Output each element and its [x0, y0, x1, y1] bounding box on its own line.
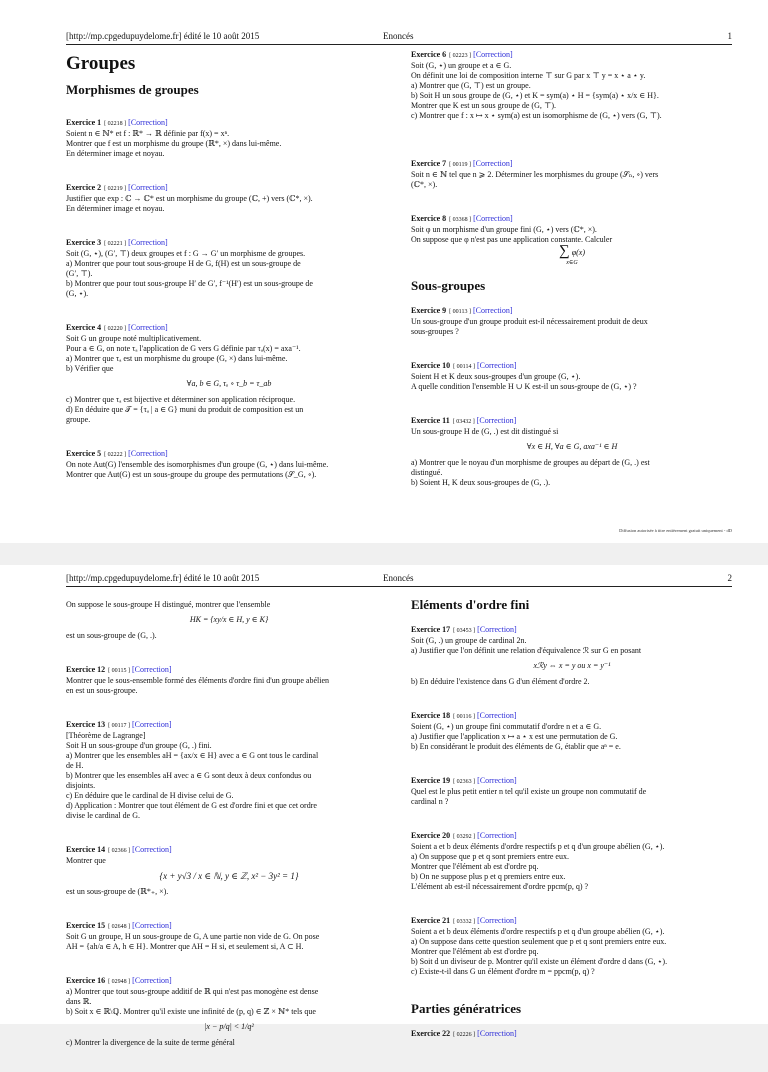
exercise-number: [ 02220 ]	[104, 326, 127, 332]
document-page-2	[0, 565, 768, 1047]
exercise-text: On note Aut(G) l'ensemble des isomorphismes d'un groupe (G, ⋆) dans lui-même.	[66, 460, 329, 469]
exercise-text: b) Montrer que pour tout sous-groupe H′ de G′, f⁻¹(H′) est un sous-groupe de	[66, 279, 313, 288]
exercise-text: b) Montrer que les ensembles aH avec a ∈ G sont deux à deux confondus ou	[66, 771, 312, 780]
exercise-number: [ 00116 ]	[453, 714, 475, 720]
exercise-5	[66, 449, 392, 480]
display-formula: {x + y√3 / x ∈ ℕ, y ∈ ℤ, x² − 3y² = 1}	[159, 871, 299, 881]
exercise-13	[66, 720, 392, 821]
exercise-text: Soient H et K deux sous-groupes d'un groupe (G, ⋆).	[411, 372, 581, 381]
exercise-text: c) Montrer que f : x ↦ x ⋆ sym(a) est un isomorphisme de (G, ⋆) vers (G, ⊤).	[411, 111, 662, 120]
exercise-number: [ 02948 ]	[108, 979, 131, 985]
exercise-text: (G, ⋆).	[66, 289, 89, 298]
exercise-15	[66, 921, 392, 952]
exercise-text: Soit (G, ⋆), (G′, ⊤) deux groupes et f : G → G′ un morphisme de groupes.	[66, 249, 306, 258]
exercise-label: Exercice 3	[66, 238, 102, 247]
exercise-text: divise le cardinal de G.	[66, 811, 140, 820]
exercise-label: Exercice 13	[66, 720, 106, 729]
display-formula: |x − p/q| < 1/q²	[204, 1022, 254, 1031]
exercise-text: b) Vérifier que	[66, 364, 114, 373]
exercise-number: [ 00115 ]	[108, 668, 130, 674]
correction-link[interactable]: [Correction]	[128, 118, 168, 127]
page-number: 1	[727, 31, 732, 41]
exercise-text: b) Soit x ∈ ℝ\ℚ. Montrer qu'il existe une infinité de (p, q) ∈ ℤ × ℕ* tels que	[66, 1007, 316, 1016]
exercise-text: Soit G un groupe, H un sous-groupe de G, A une partie non vide de G. On pose	[66, 932, 320, 941]
exercise-text: c) Existe-t-il dans G un élément d'ordre m = ppcm(p, q) ?	[411, 967, 595, 976]
header-url-date: [http://mp.cpgedupuydelome.fr] édité le 10 août 2015	[66, 573, 260, 583]
exercise-11-continued	[66, 600, 392, 641]
header-rule	[66, 44, 732, 45]
exercise-text: Soient a et b deux éléments d'ordre respectifs p et q d'un groupe abélien (G, ⋆).	[411, 927, 665, 936]
document-title: Groupes	[66, 53, 136, 74]
sum-symbol: ∑	[558, 243, 570, 259]
exercise-text: Soit G un groupe noté multiplicativement.	[66, 334, 202, 343]
exercise-text: Quel est le plus petit entier n tel qu'il existe un groupe non commutatif de	[411, 787, 647, 796]
exercise-text: b) Soit d un diviseur de p. Montrer qu'il existe un élément d'ordre d dans (G, ⋆).	[411, 957, 668, 966]
exercise-text: [Théorème de Lagrange]	[66, 731, 146, 740]
exercise-text: c) Montrer que τₐ est bijective et déterminer son application réciproque.	[66, 395, 296, 404]
exercise-text: On définit une loi de composition interne ⊤ sur G par x ⊤ y = x ⋆ a ⋆ y.	[411, 71, 646, 80]
exercise-text: b) Soit H un sous groupe de (G, ⋆) et K = sym(a) ⋆ H = {sym(a) ⋆ x/x ∈ H}.	[411, 91, 659, 100]
exercise-number: [ 02648 ]	[108, 924, 131, 930]
exercise-label: Exercice 19	[411, 776, 451, 785]
exercise-text: Soient a et b deux éléments d'ordre respectifs p et q d'un groupe abélien (G, ⋆).	[411, 842, 665, 851]
exercise-label: Exercice 2	[66, 183, 102, 192]
exercise-text: En déterminer image et noyau.	[66, 204, 165, 213]
correction-link[interactable]: [Correction]	[477, 831, 517, 840]
exercise-label: Exercice 4	[66, 323, 102, 332]
exercise-text: Montrer que le sous-ensemble formé des éléments d'ordre fini d'un groupe abélien	[66, 676, 330, 685]
exercise-21	[411, 916, 733, 977]
exercise-label: Exercice 14	[66, 845, 106, 854]
exercise-text: disjoints.	[66, 781, 96, 790]
exercise-label: Exercice 17	[411, 625, 451, 634]
exercise-label: Exercice 5	[66, 449, 102, 458]
display-formula: ∀x ∈ H, ∀a ∈ G, axa⁻¹ ∈ H	[526, 442, 618, 451]
exercise-text: En déterminer image et noyau.	[66, 149, 165, 158]
exercise-label: Exercice 15	[66, 921, 106, 930]
exercise-label: Exercice 18	[411, 711, 451, 720]
exercise-text: a) Montrer que le noyau d'un morphisme de groupes au départ de (G, .) est	[411, 458, 650, 467]
exercise-text: Soit H un sous-groupe d'un groupe (G, .) fini.	[66, 741, 212, 750]
exercise-16	[66, 976, 392, 1048]
exercise-text: Soit (G, .) un groupe de cardinal 2n.	[411, 636, 527, 645]
exercise-text: a) Montrer que tout sous-groupe additif de ℝ qui n'est pas monogène est dense	[66, 987, 319, 996]
exercise-text: a) Montrer que pour tout sous-groupe H de G, f(H) est un sous-groupe de	[66, 259, 301, 268]
section-heading: Parties génératrices	[411, 1001, 522, 1016]
exercise-text: Justifier que exp : ℂ → ℂ* est un morphisme du groupe (ℂ, +) vers (ℂ*, ×).	[66, 194, 313, 203]
section-heading: Sous-groupes	[411, 278, 486, 293]
exercise-14	[66, 845, 392, 897]
exercise-number: [ 02218 ]	[104, 121, 127, 127]
exercise-text: dans ℝ.	[66, 997, 92, 1006]
exercise-10	[411, 361, 733, 392]
exercise-text: cardinal n ?	[411, 797, 449, 806]
exercise-number: [ 03453 ]	[453, 628, 476, 634]
exercise-text: b) Soient H, K deux sous-groupes de (G, .).	[411, 478, 551, 487]
exercise-label: Exercice 8	[411, 214, 447, 223]
exercise-text: a) Montrer que τₐ est un morphisme du groupe (G, ×) dans lui-même.	[66, 354, 288, 363]
exercise-text: Montrer que f est un morphisme du groupe (ℝ*, ×) dans lui-même.	[66, 139, 282, 148]
exercise-text: On suppose le sous-groupe H distingué, montrer que l'ensemble	[66, 600, 271, 609]
exercise-text: b) En déduire l'existence dans G d'un élément d'ordre 2.	[411, 677, 590, 686]
exercise-4	[66, 323, 392, 425]
exercise-label: Exercice 20	[411, 831, 451, 840]
correction-link[interactable]: [Correction]	[477, 916, 517, 925]
exercise-text: Montrer que K est un sous groupe de (G, ⊤).	[411, 101, 557, 110]
exercise-number: [ 02226 ]	[453, 1032, 476, 1038]
exercise-text: a) Montrer que (G, ⊤) est un groupe.	[411, 81, 531, 90]
exercise-text: AH = {ah/a ∈ A, h ∈ H}. Montrer que AH = H si, et seulement si, A ⊂ H.	[66, 942, 304, 951]
exercise-label: Exercice 16	[66, 976, 106, 985]
correction-link[interactable]: [Correction]	[128, 238, 168, 247]
header-section: Enoncés	[383, 573, 414, 583]
exercise-text: a) On suppose dans cette question seulement que p et q sont premiers entre eux.	[411, 937, 667, 946]
exercise-text: en est un sous-groupe.	[66, 686, 138, 695]
correction-link[interactable]: [Correction]	[128, 323, 168, 332]
exercise-label: Exercice 22	[411, 1029, 451, 1038]
exercise-12	[66, 665, 392, 696]
exercise-label: Exercice 10	[411, 361, 451, 370]
exercise-number: [ 00114 ]	[453, 364, 475, 370]
page-footer: Diffusion autorisée à titre entièrement gratuit uniquement - dD	[619, 528, 732, 533]
exercise-3	[66, 238, 392, 299]
display-formula: HK = {xy/x ∈ H, y ∈ K}	[189, 615, 269, 624]
exercise-text: Soient n ∈ ℕ* et f : ℝ* → ℝ définie par f(x) = xⁿ.	[66, 129, 230, 138]
right-column	[411, 597, 733, 1064]
exercise-label: Exercice 7	[411, 159, 447, 168]
exercise-text: Un sous-groupe d'un groupe produit est-il nécessairement produit de deux	[411, 317, 648, 326]
exercise-text: sous-groupes ?	[411, 327, 459, 336]
correction-link[interactable]: [Correction]	[476, 416, 517, 425]
exercise-number: [ 03292 ]	[453, 834, 476, 840]
correction-link[interactable]: [Correction]	[131, 720, 172, 729]
exercise-1	[66, 118, 392, 159]
correction-link[interactable]: [Correction]	[132, 845, 172, 854]
exercise-2	[66, 183, 392, 214]
sum-index: x∈G	[566, 260, 578, 266]
correction-link[interactable]: [Correction]	[132, 921, 172, 930]
exercise-number: [ 02223 ]	[449, 53, 472, 59]
exercise-text: groupe.	[66, 415, 91, 424]
exercise-number: [ 02222 ]	[104, 452, 127, 458]
exercise-text: Pour a ∈ G, on note τₐ l'application de G vers G définie par τₐ(x) = axa⁻¹.	[66, 344, 301, 353]
exercise-text: Un sous-groupe H de (G, .) est dit distingué si	[411, 427, 559, 436]
section-heading: Morphismes de groupes	[66, 82, 199, 97]
exercise-number: [ 00119 ]	[449, 162, 471, 168]
exercise-label: Exercice 12	[66, 665, 106, 674]
exercise-label: Exercice 9	[411, 306, 447, 315]
correction-link[interactable]: [Correction]	[476, 361, 517, 370]
header-rule	[66, 586, 732, 587]
exercise-text: Soit n ∈ ℕ tel que n ⩾ 2. Déterminer les morphismes du groupe (𝒮ₙ, ∘) vers	[411, 170, 659, 179]
exercise-text: Montrer que	[66, 856, 106, 865]
page-header	[66, 31, 732, 43]
sum-term: φ(x)	[571, 248, 585, 257]
exercise-text: distingué.	[411, 468, 443, 477]
exercise-text: a) Montrer que les ensembles aH = {ax/x ∈ H} avec a ∈ G ont tous le cardinal	[66, 751, 319, 760]
exercise-number: [ 00117 ]	[108, 723, 130, 729]
exercise-6	[411, 50, 733, 121]
exercise-number: [ 02219 ]	[104, 186, 127, 192]
exercise-text: c) En déduire que le cardinal de H divise celui de G.	[66, 791, 234, 800]
exercise-text: (ℂ*, ×).	[411, 180, 438, 189]
exercise-text: c) Montrer la divergence de la suite de terme général	[66, 1038, 235, 1047]
correction-link[interactable]: [Correction]	[477, 625, 517, 634]
correction-link[interactable]: [Correction]	[472, 306, 513, 315]
exercise-text: Soit φ un morphisme d'un groupe fini (G, ⋆) vers (ℂ*, ×).	[411, 225, 597, 234]
correction-link[interactable]: [Correction]	[472, 159, 513, 168]
exercise-7	[411, 159, 733, 190]
correction-link[interactable]: [Correction]	[473, 50, 513, 59]
exercise-text: est un sous-groupe de (ℝ*₊, ×).	[66, 887, 169, 896]
left-column	[66, 50, 392, 504]
exercise-label: Exercice 21	[411, 916, 451, 925]
section-heading: Eléments d'ordre fini	[411, 597, 530, 612]
sum-formula	[411, 243, 733, 268]
correction-link[interactable]: [Correction]	[473, 214, 513, 223]
exercise-9	[411, 306, 733, 337]
exercise-20	[411, 831, 733, 892]
exercise-label: Exercice 1	[66, 118, 102, 127]
exercise-text: a) On suppose que p et q sont premiers entre eux.	[411, 852, 569, 861]
exercise-text: b) On ne suppose plus p et q premiers entre eux.	[411, 872, 566, 881]
exercise-text: Montrer que l'élément ab est d'ordre pq.	[411, 947, 539, 956]
exercise-text: d) Application : Montrer que tout élément de G est d'ordre fini et que cet ordre	[66, 801, 317, 810]
exercise-text: d) En déduire que 𝒯 = {τₐ | a ∈ G} muni du produit de composition est un	[66, 405, 304, 414]
left-column	[66, 600, 392, 1072]
header-url-date: [http://mp.cpgedupuydelome.fr] édité le 10 août 2015	[66, 31, 260, 41]
exercise-11	[411, 416, 733, 488]
exercise-label: Exercice 6	[411, 50, 447, 59]
exercise-number: [ 02363 ]	[453, 779, 476, 785]
exercise-text: Soit (G, ⋆) un groupe et a ∈ G.	[411, 61, 512, 70]
exercise-text: a) Justifier que l'application x ↦ a ⋆ x est une permutation de G.	[411, 732, 618, 741]
exercise-22	[411, 1029, 733, 1040]
display-formula: ∀a, b ∈ G, τₐ ∘ τ_b = τ_ab	[186, 379, 272, 388]
correction-link[interactable]: [Correction]	[128, 449, 168, 458]
exercise-text: On suppose que φ n'est pas une application constante. Calculer	[411, 235, 613, 244]
display-formula: xℛy ⇔ x = y ou x = y⁻¹	[533, 661, 611, 670]
exercise-8	[411, 214, 733, 268]
exercise-text: de H.	[66, 761, 84, 770]
exercise-number: [ 02221 ]	[104, 241, 127, 247]
page-header	[66, 573, 732, 585]
exercise-text: b) En considérant le produit des éléments de G, établir que aⁿ = e.	[411, 742, 621, 751]
exercise-19	[411, 776, 733, 807]
exercise-17	[411, 625, 733, 687]
exercise-text: A quelle condition l'ensemble H ∪ K est-il un sous-groupe de (G, ⋆) ?	[411, 382, 637, 391]
correction-link[interactable]: [Correction]	[477, 1029, 517, 1038]
correction-link[interactable]: [Correction]	[131, 665, 172, 674]
correction-link[interactable]: [Correction]	[128, 183, 168, 192]
exercise-number: [ 00113 ]	[449, 309, 471, 315]
exercise-number: [ 02366 ]	[108, 848, 131, 854]
correction-link[interactable]: [Correction]	[132, 976, 172, 985]
exercise-text: Soient (G, ⋆) un groupe fini commutatif d'ordre n et a ∈ G.	[411, 722, 602, 731]
correction-link[interactable]: [Correction]	[476, 711, 517, 720]
exercise-number: [ 03368 ]	[449, 217, 472, 223]
exercise-text: Montrer que l'élément ab est d'ordre pq.	[411, 862, 539, 871]
exercise-18	[411, 711, 733, 752]
exercise-text: L'élément ab est-il nécessairement d'ordre ppcm(p, q) ?	[411, 882, 589, 891]
exercise-text: (G′, ⊤).	[66, 269, 93, 278]
header-section: Enoncés	[383, 31, 414, 41]
exercise-number: [ 03332 ]	[453, 919, 476, 925]
exercise-text: Montrer que Aut(G) est un sous-groupe du groupe des permutations (𝒮_G, ∘).	[66, 470, 317, 479]
exercise-text: a) Justifier que l'on définit une relation d'équivalence ℛ sur G en posant	[411, 646, 642, 655]
exercise-number: [ 03432 ]	[452, 419, 475, 425]
exercise-text: est un sous-groupe de (G, .).	[66, 631, 157, 640]
exercise-label: Exercice 11	[411, 416, 450, 425]
correction-link[interactable]: [Correction]	[477, 776, 517, 785]
right-column	[411, 50, 733, 512]
page-number: 2	[727, 573, 732, 583]
